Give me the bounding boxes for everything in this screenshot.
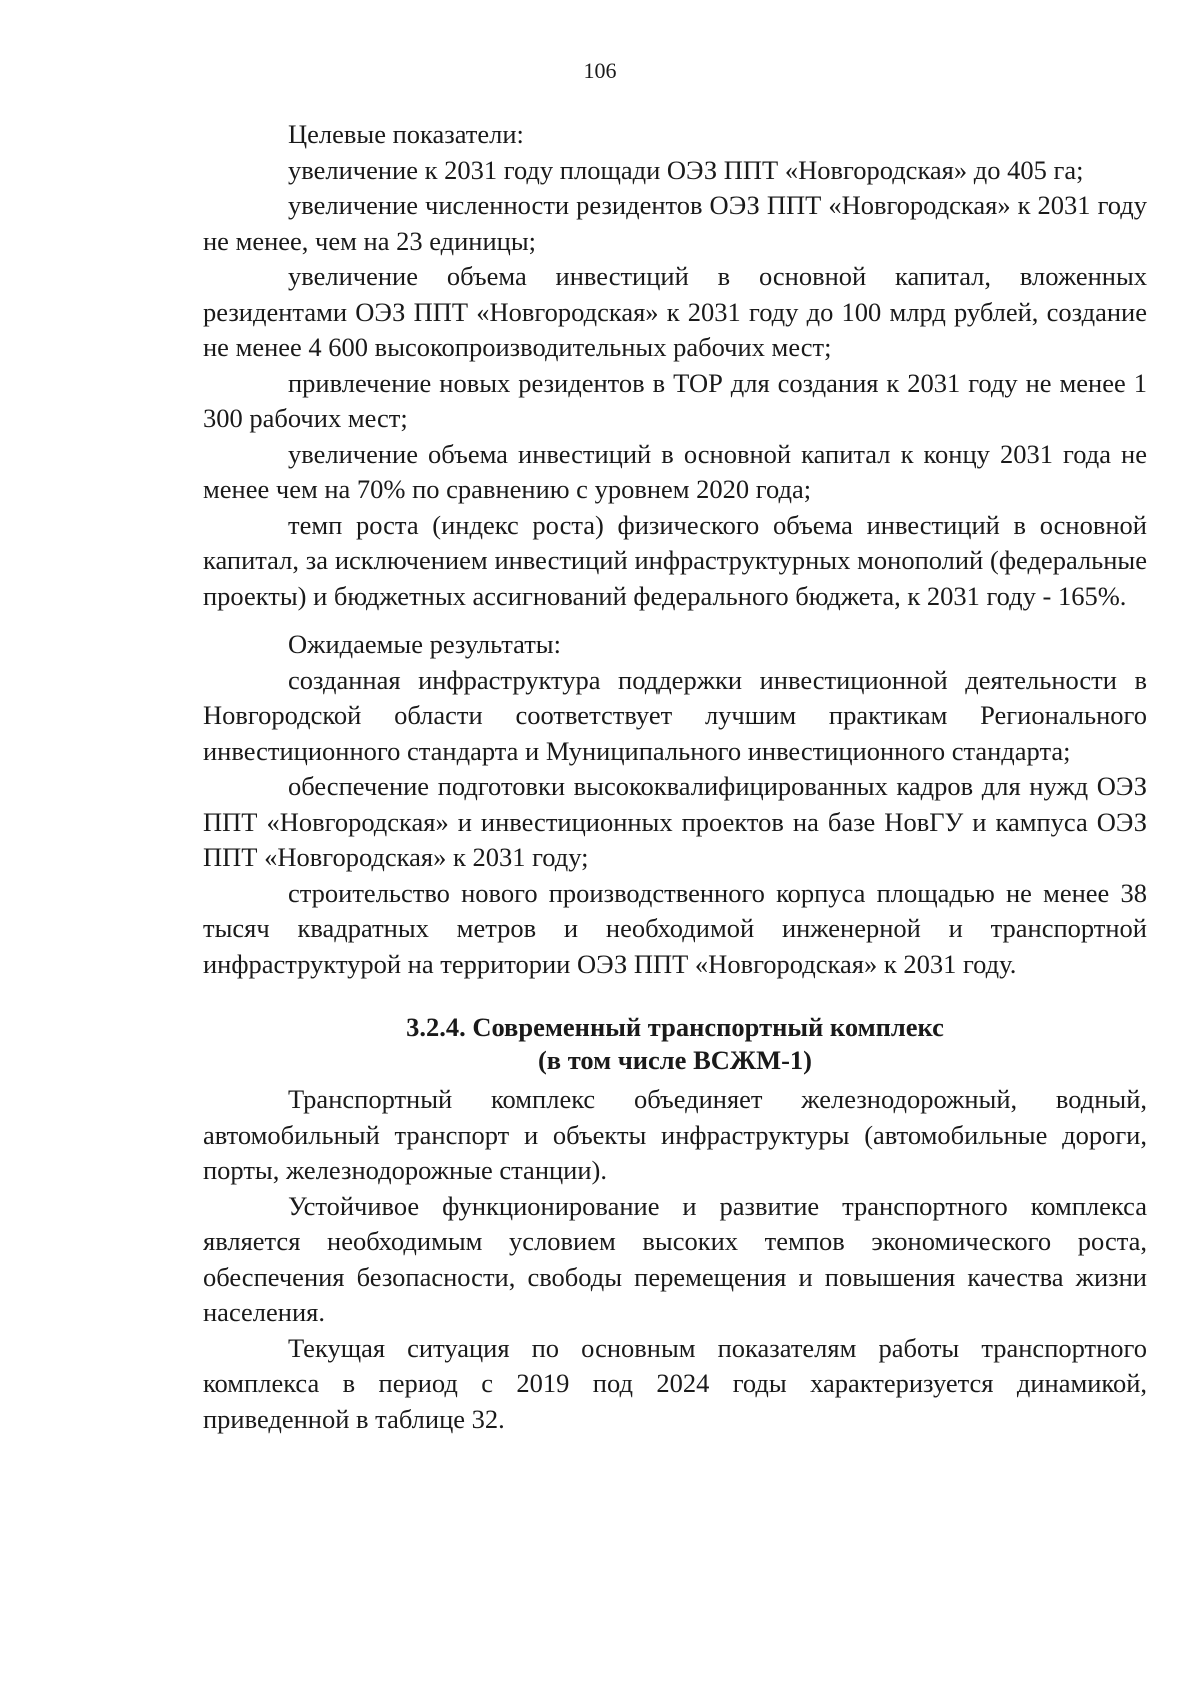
section-paragraph: Текущая ситуация по основным показателям работы транспортного комплекса в период с 2019 под 2024 годы характеризуется динамикой, приведенной в таблице 32. bbox=[203, 1332, 1147, 1434]
target-item: темп роста (индекс роста) физического объема инвестиций в основной капитал, за исключением инвестиций инфраструктурных монополий (федеральные проекты) и бюджетных ассигнований федерального бюджета, к 2031 году - 165%. bbox=[203, 509, 1147, 611]
target-item: привлечение новых резидентов в ТОР для создания к 2031 году не менее 1 300 рабочих мест; bbox=[203, 367, 1147, 433]
result-item: созданная инфраструктура поддержки инвестиционной деятельности в Новгородской области соответствует лучшим практикам Регионального инвестиционного стандарта и Муниципального инвестиционного стандарта; bbox=[203, 664, 1147, 766]
target-item: увеличение численности резидентов ОЭЗ ППТ «Новгородская» к 2031 году не менее, чем на 23 единицы; bbox=[203, 190, 1147, 256]
page-content bbox=[203, 117, 1147, 1437]
targets-heading: Целевые показатели: bbox=[288, 119, 524, 149]
target-item: увеличение объема инвестиций в основной капитал к концу 2031 года не менее чем на 70% по сравнению с уровнем 2020 года; bbox=[203, 438, 1147, 504]
section-paragraph: Транспортный комплекс объединяет железнодорожный, водный, автомобильный транспорт и объекты инфраструктуры (автомобильные дороги, порты, железнодорожные станции). bbox=[203, 1084, 1147, 1185]
page-number: 106 bbox=[583, 58, 617, 83]
spacer bbox=[203, 982, 1147, 1011]
results-heading: Ожидаемые результаты: bbox=[288, 629, 561, 659]
section-title-line2: (в том числе ВСЖМ-1) bbox=[537, 1045, 812, 1075]
spacer bbox=[203, 614, 1147, 627]
target-item: увеличение объема инвестиций в основной капитал, вложенных резидентами ОЭЗ ППТ «Новгородская» к 2031 году до 100 млрд рублей, создание не менее 4 600 высокопроизводительных рабочих мест; bbox=[203, 261, 1147, 362]
section-title-line1: 3.2.4. Современный транспортный комплекс bbox=[406, 1012, 944, 1042]
result-item: обеспечение подготовки высококвалифицированных кадров для нужд ОЭЗ ППТ «Новгородская» и инвестиционных проектов на базе НовГУ и кампуса ОЭЗ ППТ «Новгородская» к 2031 году; bbox=[203, 771, 1147, 872]
target-item: увеличение к 2031 году площади ОЭЗ ППТ «Новгородская» до 405 га; bbox=[288, 154, 1084, 185]
result-item: строительство нового производственного корпуса площадью не менее 38 тысяч квадратных метров и необходимой инженерной и транспортной инфраструктурой на территории ОЭЗ ППТ «Новгородская» к 2031 году. bbox=[203, 877, 1147, 979]
section-paragraph: Устойчивое функционирование и развитие транспортного комплекса является необходимым условием высоких темпов экономического роста, обеспечения безопасности, свободы перемещения и повышения качества жизни населения. bbox=[203, 1190, 1147, 1327]
